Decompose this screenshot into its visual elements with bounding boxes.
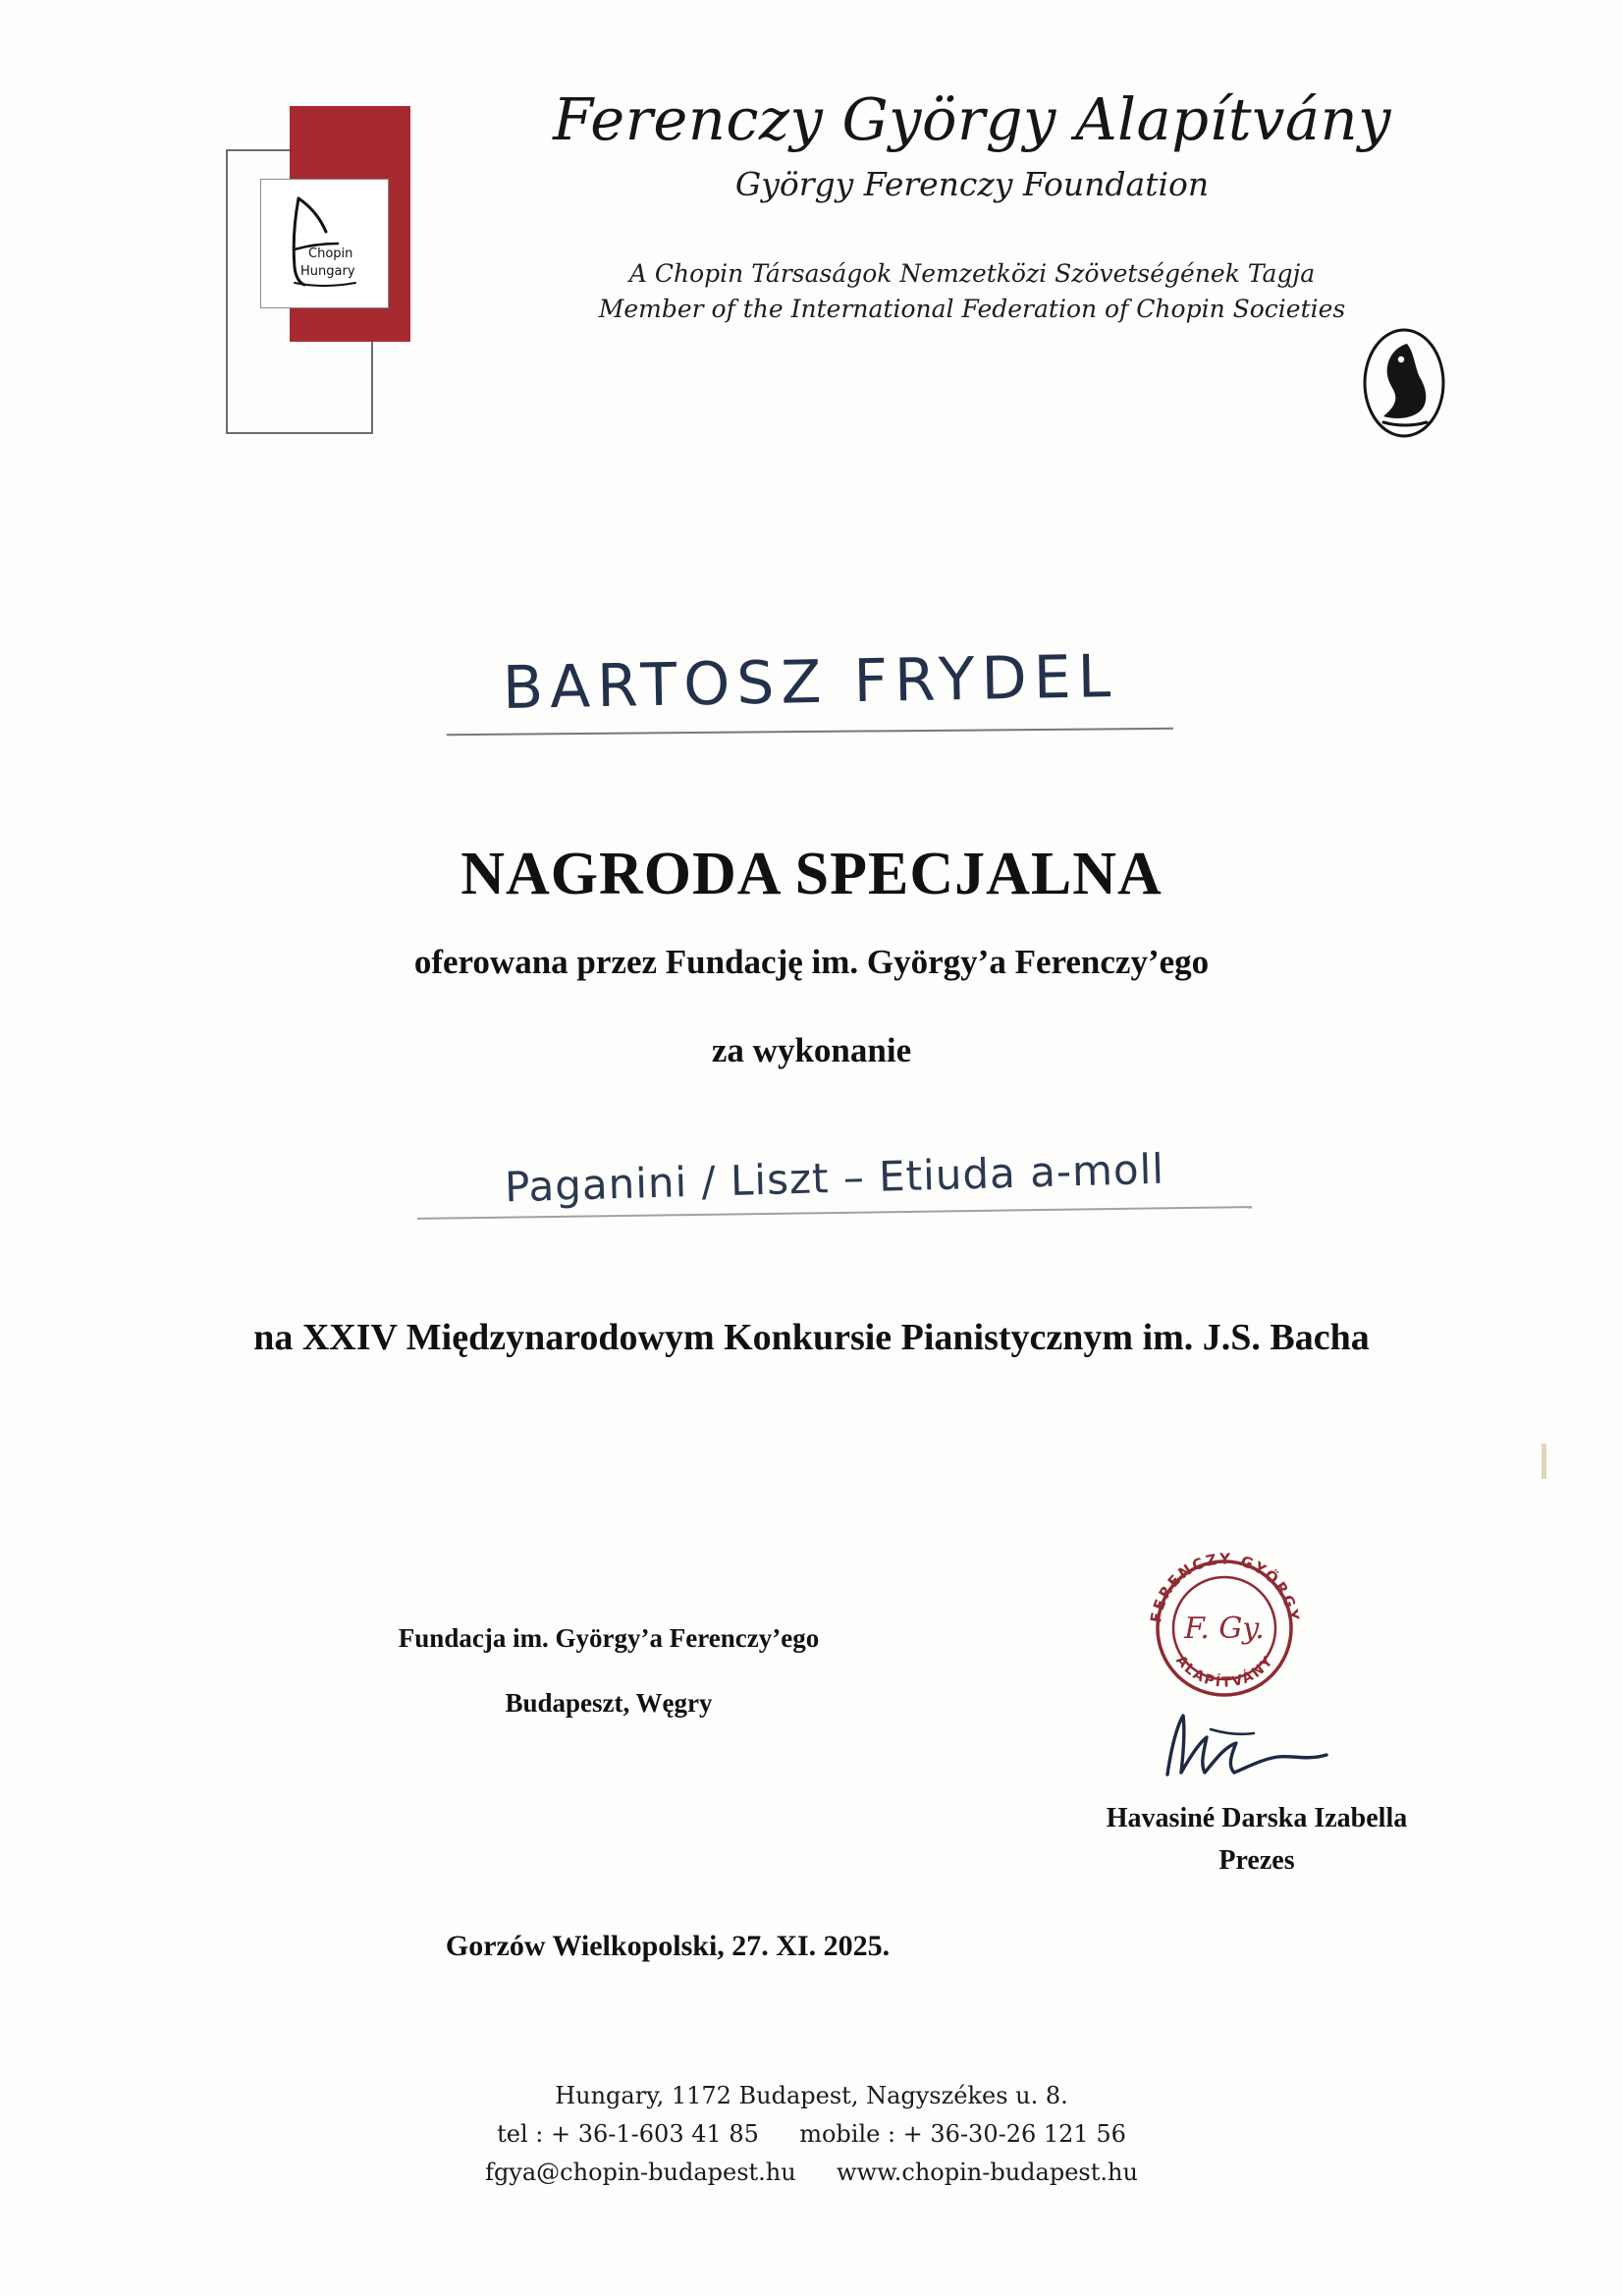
membership-line-hu: A Chopin Társaságok Nemzetközi Szövetségének Tagja [628, 258, 1316, 288]
foundation-name-en: György Ferenczy Foundation [734, 164, 1210, 203]
svg-text:F. Gy.: F. Gy. [1184, 1612, 1265, 1646]
handwritten-signature [1154, 1704, 1350, 1792]
performed-piece-field [393, 1144, 1276, 1214]
foundation-name-hu: Ferenczy György Alapítvány [553, 85, 1391, 153]
footer-web [0, 2154, 1623, 2192]
signer-name: Havasiné Darska Izabella [1106, 1803, 1408, 1833]
footer-tel: tel : + 36-1-603 41 85 [497, 2119, 759, 2148]
foundation-signature-name: Fundacja im. György’a Ferenczy’ego [398, 1623, 820, 1653]
chopin-hungary-logo-icon [265, 185, 385, 304]
certificate-header [0, 79, 1623, 491]
competition-line: na XXIV Międzynarodowym Konkursie Pianistycznym im. J.S. Bacha [253, 1317, 1370, 1358]
footer-contact-block [0, 2077, 1623, 2192]
recipient-name-rule [447, 728, 1173, 736]
place-and-date: Gorzów Wielkopolski, 27. XI. 2025. [445, 1930, 891, 1962]
recipient-name-field [422, 641, 1198, 733]
foundation-logo [218, 98, 444, 491]
footer-address: Hungary, 1172 Budapest, Nagyszékes u. 8. [555, 2082, 1068, 2109]
footer-website[interactable]: www.chopin-budapest.hu [836, 2158, 1138, 2186]
svg-text:Hungary: Hungary [300, 264, 355, 279]
membership-line-en: Member of the International Federation of Chopin Societies [598, 294, 1346, 323]
performed-piece: Paganini / Liszt – Etiuda a-moll [504, 1144, 1165, 1212]
signer-title: Prezes [1218, 1845, 1295, 1877]
svg-text:FERENCZY GYÖRGY: FERENCZY GYÖRGY [1147, 1550, 1303, 1624]
chopin-federation-emblem-icon [1350, 324, 1458, 442]
official-stamp-icon [1139, 1542, 1311, 1714]
scan-artifact [1542, 1444, 1546, 1479]
recipient-name: BARTOSZ FRYDEL [502, 641, 1118, 724]
award-for-label: za wykonanie [711, 1031, 912, 1069]
signer-block [1001, 1797, 1512, 1883]
award-offered-by: oferowana przez Fundację im. György’a Ferenczy’ego [413, 943, 1210, 981]
svg-text:Chopin: Chopin [308, 246, 353, 261]
footer-email[interactable]: fgya@chopin-budapest.hu [485, 2158, 796, 2186]
footer-phones [0, 2115, 1623, 2154]
svg-text:ALAPÍTVÁNY: ALAPÍTVÁNY [1172, 1653, 1277, 1691]
foundation-signature-block [295, 1606, 923, 1735]
award-title: NAGRODA SPECJALNA [460, 841, 1163, 907]
header-titles [471, 85, 1473, 327]
footer-mobile: mobile : + 36-30-26 121 56 [799, 2119, 1126, 2148]
foundation-signature-city: Budapeszt, Węgry [505, 1688, 713, 1719]
